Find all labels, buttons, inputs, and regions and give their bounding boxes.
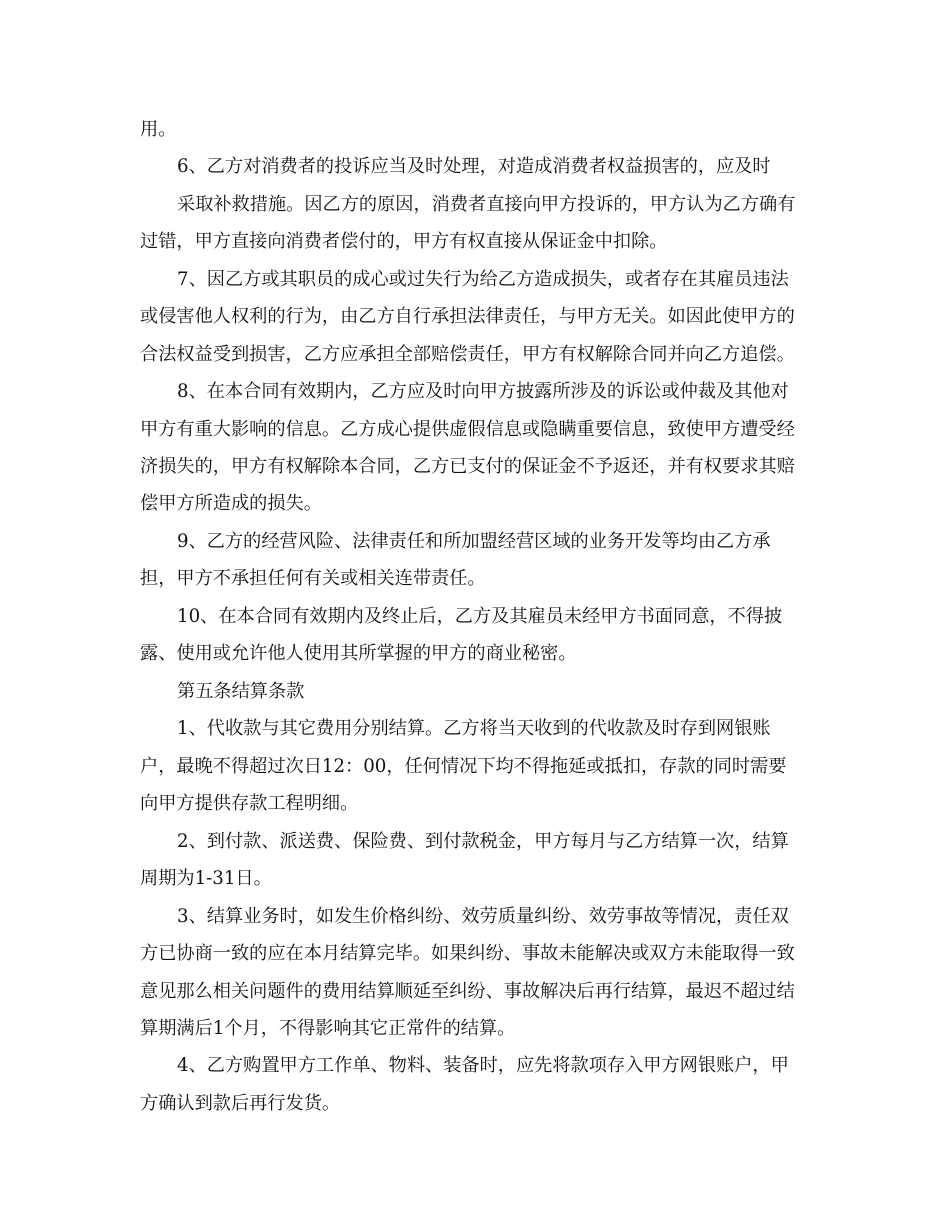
text-line: 采取补救措施。因乙方的原因，消费者直接向甲方投诉的，甲方认为乙方确有 bbox=[177, 194, 796, 215]
text-line: 用。 bbox=[140, 119, 177, 140]
text-line: 9、乙方的经营风险、法律责任和所加盟经营区域的业务开发等均由乙方承 bbox=[177, 531, 771, 552]
text-line: 4、乙方购置甲方工作单、物料、装备时，应先将款项存入甲方网银账户，甲 bbox=[177, 1055, 789, 1076]
text-line: 2、到付款、派送费、保险费、到付款税金，甲方每月与乙方结算一次，结算 bbox=[177, 831, 789, 852]
text-line: 8、在本合同有效期内，乙方应及时向甲方披露所涉及的诉讼或仲裁及其他对 bbox=[177, 381, 789, 402]
text-line: 过错，甲方直接向消费者偿付的，甲方有权直接从保证金中扣除。 bbox=[140, 231, 668, 252]
text-line: 向甲方提供存款工程明细。 bbox=[140, 793, 359, 814]
text-line: 方确认到款后再行发货。 bbox=[140, 1093, 341, 1114]
text-line: 济损失的，甲方有权解除本合同，乙方已支付的保证金不予返还，并有权要求其赔 bbox=[140, 456, 795, 477]
text-line: 7、因乙方或其职员的成心或过失行为给乙方造成损失，或者存在其雇员违法 bbox=[177, 269, 789, 290]
text-line: 甲方有重大影响的信息。乙方成心提供虚假信息或隐瞒重要信息，致使甲方遭受经 bbox=[140, 419, 795, 440]
text-line: 露、使用或允许他人使用其所掌握的甲方的商业秘密。 bbox=[140, 643, 577, 664]
text-line: 意见那么相关问题件的费用结算顺延至纠纷、事故解决后再行结算，最迟不超过结 bbox=[140, 981, 795, 1002]
text-line: 10、在本合同有效期内及终止后，乙方及其雇员未经甲方书面同意，不得披 bbox=[177, 606, 783, 627]
text-line: 或侵害他人权利的行为，由乙方自行承担法律责任，与甲方无关。如因此使甲方的 bbox=[140, 306, 795, 327]
text-line: 3、结算业务时，如发生价格纠纷、效劳质量纠纷、效劳事故等情况，责任双 bbox=[177, 906, 789, 927]
text-line: 周期为1-31日。 bbox=[140, 868, 272, 889]
text-line: 算期满后1个月，不得影响其它正常件的结算。 bbox=[140, 1018, 516, 1039]
text-line: 合法权益受到损害，乙方应承担全部赔偿责任，甲方有权解除合同并向乙方追偿。 bbox=[140, 344, 795, 365]
section-heading: 第五条结算条款 bbox=[177, 681, 305, 702]
text-line: 偿甲方所造成的损失。 bbox=[140, 493, 322, 514]
text-line: 1、代收款与其它费用分别结算。乙方将当天收到的代收款及时存到网银账 bbox=[177, 718, 771, 739]
text-line: 担，甲方不承担任何有关或相关连带责任。 bbox=[140, 568, 486, 589]
text-line: 方已协商一致的应在本月结算完毕。如果纠纷、事故未能解决或双方未能取得一致 bbox=[140, 943, 795, 964]
text-line: 6、乙方对消费者的投诉应当及时处理，对造成消费者权益损害的，应及时 bbox=[177, 156, 771, 177]
text-line: 户，最晚不得超过次日12：00，任何情况下均不得拖延或抵扣，存款的同时需要 bbox=[140, 756, 787, 777]
